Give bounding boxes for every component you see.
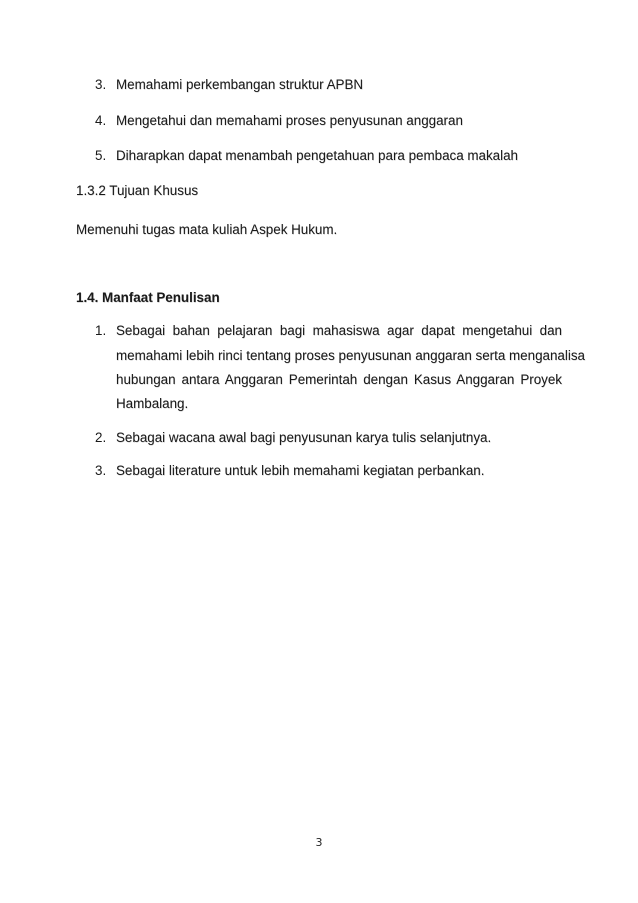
list-number: 2. xyxy=(95,430,107,445)
list-number: 1. xyxy=(95,323,107,338)
section-heading: 1.4. Manfaat Penulisan xyxy=(76,290,220,305)
list-number: 3. xyxy=(95,463,107,478)
section-heading: 1.3.2 Tujuan Khusus xyxy=(76,183,199,198)
list-item: Diharapkan dapat menambah pengetahuan para pembaca makalah xyxy=(116,148,519,163)
list-number: 3. xyxy=(95,77,107,92)
list-item-line: Hambalang. xyxy=(116,396,189,411)
list-item: Memahami perkembangan struktur APBN xyxy=(116,77,364,92)
list-item: Sebagai wacana awal bagi penyusunan karya tulis selanjutnya. xyxy=(116,430,492,445)
list-item-line: memahami lebih rinci tentang proses penyusunan anggaran serta menganalisa xyxy=(116,348,585,363)
list-item-line: hubungan antara Anggaran Pemerintah dengan Kasus Anggaran Proyek xyxy=(116,372,562,387)
list-item-line: Sebagai bahan pelajaran bagi mahasiswa agar dapat mengetahui dan xyxy=(116,323,562,338)
list-number: 5. xyxy=(95,148,107,163)
paragraph: Memenuhi tugas mata kuliah Aspek Hukum. xyxy=(76,222,338,237)
list-item: Sebagai literature untuk lebih memahami kegiatan perbankan. xyxy=(116,463,485,478)
page-number: 3 xyxy=(315,836,323,849)
list-number: 4. xyxy=(95,113,107,128)
list-item: Mengetahui dan memahami proses penyusunan anggaran xyxy=(116,113,463,128)
